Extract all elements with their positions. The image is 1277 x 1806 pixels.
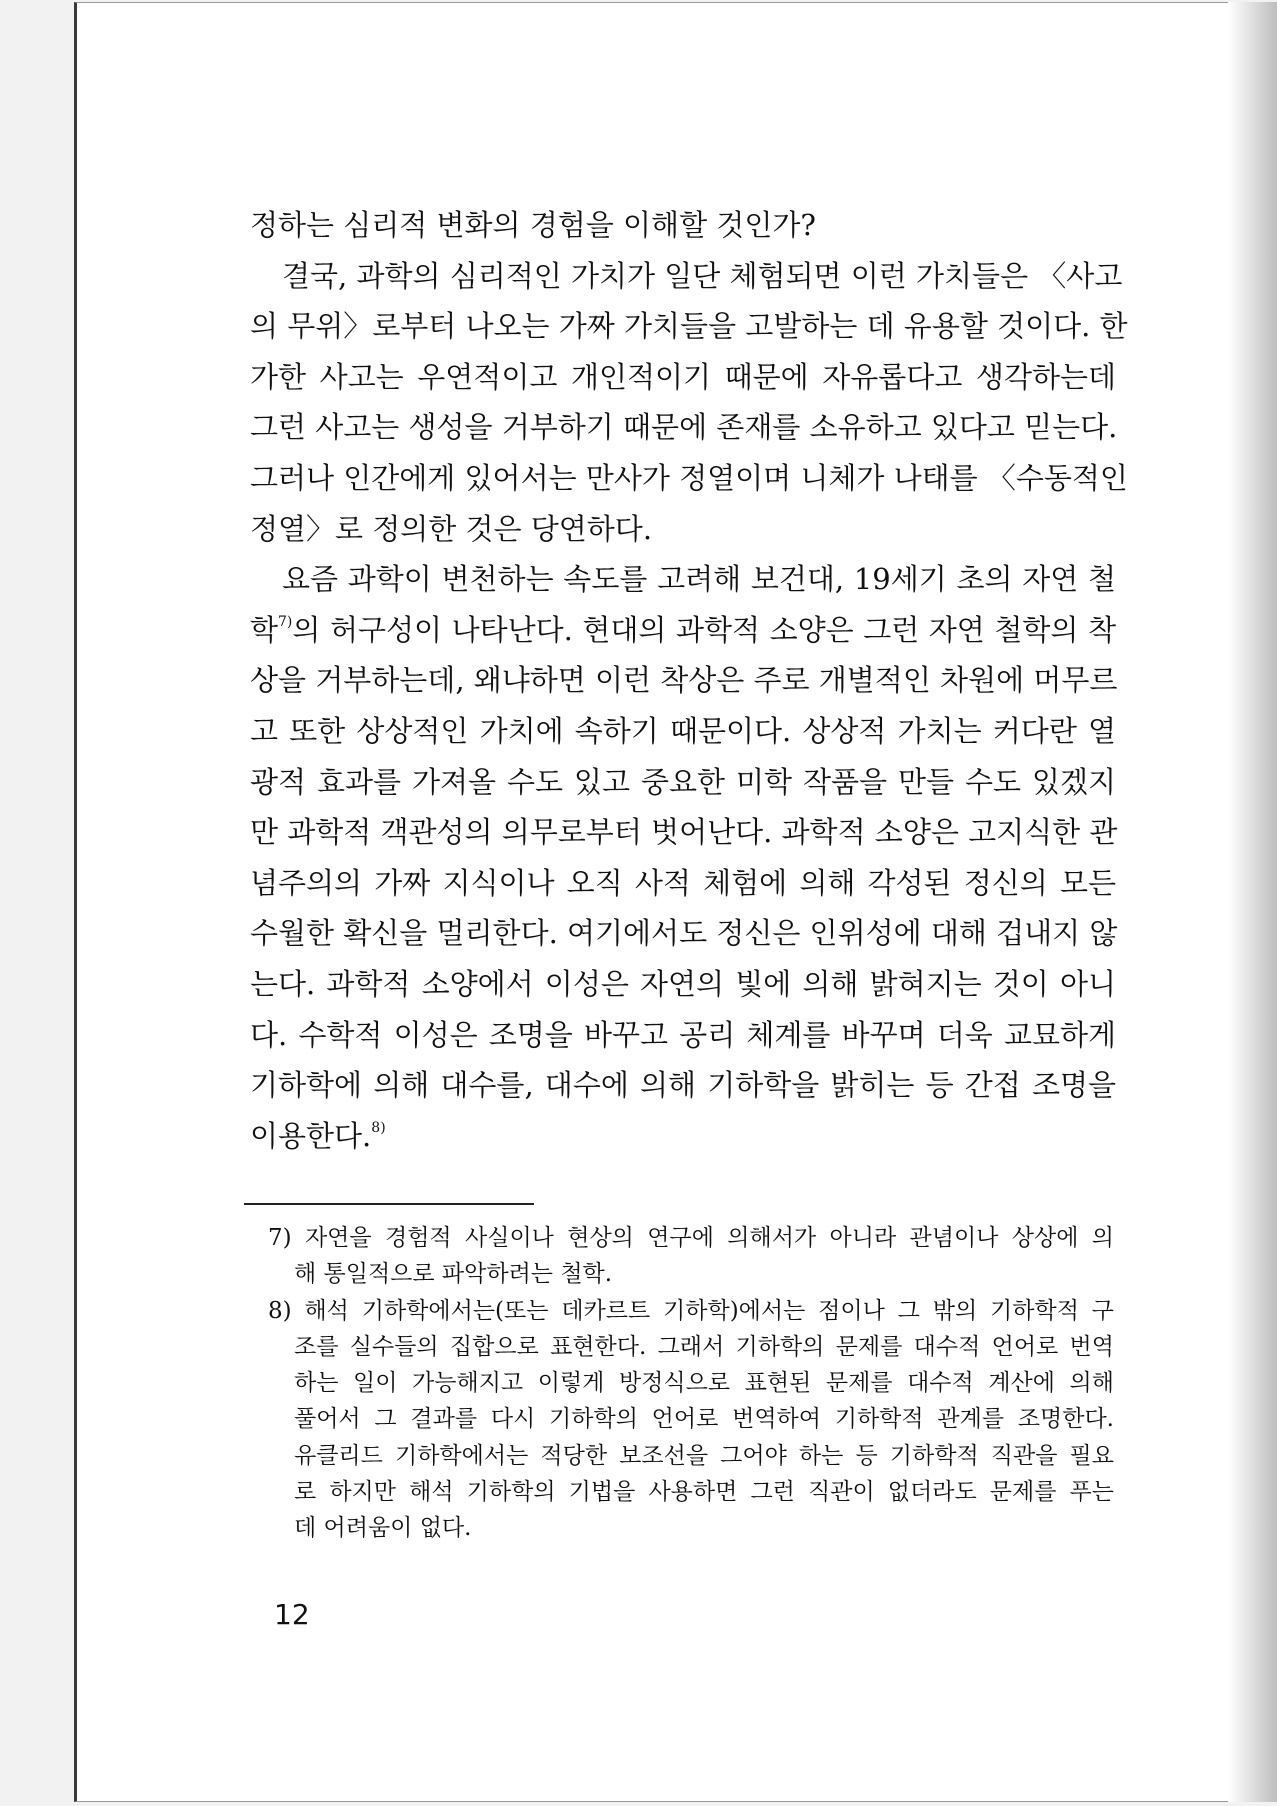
footnote-8-line: 데 어려움이 없다.	[294, 1515, 472, 1542]
body-line: 의 무위〉로부터 나오는 가짜 가치들을 고발하는 데 유용할 것이다. 한	[250, 309, 1128, 344]
body-line: 정열〉로 정의한 것은 당연하다.	[250, 511, 653, 546]
footnote-ref-8[interactable]: 8)	[371, 1119, 386, 1136]
body-line: 결국, 과학의 심리적인 가치가 일단 체험되면 이런 가치들은 〈사고	[282, 258, 1123, 293]
page-number: 12	[274, 1598, 310, 1631]
body-line: 상을 거부하는데, 왜냐하면 이런 착상은 주로 개별적인 차원에 머무르	[250, 663, 1118, 698]
footnote-8-line: 8) 해석 기하학에서는(또는 데카르트 기하학)에서는 점이나 그 밖의 기하학적 구	[268, 1297, 1114, 1324]
body-line: 그런 사고는 생성을 거부하기 때문에 존재를 소유하고 있다고 믿는다.	[250, 410, 1118, 445]
body-line-with-footnote-ref	[250, 605, 1116, 656]
footnote-divider	[244, 1203, 534, 1205]
footnotes	[268, 1220, 1114, 1547]
body-line: 다. 수학적 이성은 조명을 바꾸고 공리 체계를 바꾸며 더욱 교묘하게	[250, 1017, 1116, 1052]
footnote-8-line: 로 하지만 해석 기하학의 기법을 사용하면 그런 직관이 없더라도 문제를 푸는	[294, 1479, 1114, 1506]
body-line: 가한 사고는 우연적이고 개인적이기 때문에 자유롭다고 생각하는데	[250, 359, 1116, 394]
body-line: 기하학에 의해 대수를, 대수에 의해 기하학을 밝히는 등 간접 조명을	[250, 1068, 1116, 1103]
body-line-segment: 학	[250, 612, 279, 647]
footnote-7-line: 해 통일적으로 파악하려는 철학.	[294, 1261, 613, 1288]
body-line: 고 또한 상상적인 가치에 속하기 때문이다. 상상적 가치는 커다란 열	[250, 713, 1116, 748]
footnote-ref-7[interactable]: 7)	[278, 613, 293, 630]
body-line: 요즘 과학이 변천하는 속도를 고려해 보건대, 19세기 초의 자연 철	[282, 562, 1116, 597]
page-edge-shadow	[1228, 2, 1277, 1802]
body-line: 정하는 심리적 변화의 경험을 이해할 것인가?	[250, 208, 816, 242]
body-line: 광적 효과를 가져올 수도 있고 중요한 미학 작품을 만들 수도 있겠지	[250, 764, 1116, 799]
body-line: 는다. 과학적 소양에서 이성은 자연의 빛에 의해 밝혀지는 것이 아니	[250, 966, 1116, 1001]
footnote-8-line: 하는 일이 가능해지고 이렇게 방정식으로 표현된 문제를 대수적 계산에 의해	[294, 1370, 1114, 1397]
body-line-with-footnote-ref	[250, 1111, 1116, 1162]
body-line: 념주의의 가짜 지식이나 오직 사적 체험에 의해 각성된 정신의 모든	[250, 865, 1116, 900]
footnote-8-line: 유클리드 기하학에서는 적당한 보조선을 그어야 하는 등 기하학적 직관을 필요	[294, 1442, 1114, 1469]
footnote-8-line: 조를 실수들의 집합으로 표현한다. 그래서 기하학의 문제를 대수적 언어로 번역	[294, 1333, 1114, 1360]
body-line-segment: 이용한다.	[250, 1118, 372, 1153]
body-line-segment: 의 허구성이 나타난다. 현대의 과학적 소양은 그런 자연 철학의 착	[292, 612, 1116, 647]
footnote-8-line: 풀어서 그 결과를 다시 기하학의 언어로 번역하여 기하학적 관계를 조명한다.	[294, 1406, 1114, 1433]
body-text	[250, 200, 1128, 1161]
body-line: 수월한 확신을 멀리한다. 여기에서도 정신은 인위성에 대해 겁내지 않	[250, 916, 1118, 951]
body-line: 그러나 인간에게 있어서는 만사가 정열이며 니체가 나태를 〈수동적인	[250, 460, 1128, 495]
footnote-7-line: 7) 자연을 경험적 사실이나 현상의 연구에 의해서가 아니라 관념이나 상상에 의	[268, 1225, 1114, 1251]
body-line: 만 과학적 객관성의 의무로부터 벗어난다. 과학적 소양은 고지식한 관	[250, 815, 1118, 850]
